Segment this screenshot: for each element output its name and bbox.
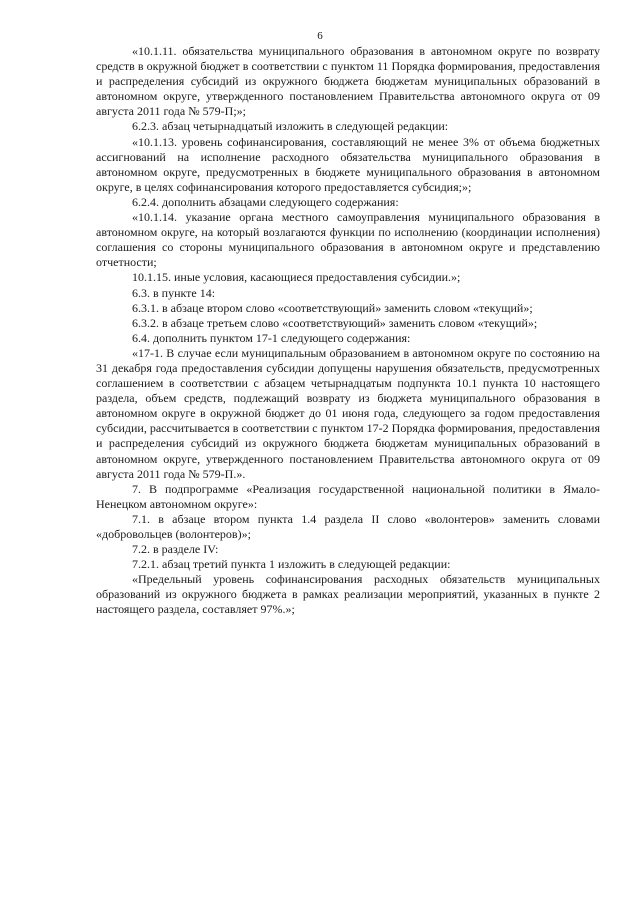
paragraph-7-2: 7.2. в разделе IV: [132,542,219,557]
page-number: 6 [317,30,323,42]
paragraph-7-1: 7.1. в абзаце втором пункта 1.4 раздела II слово «волонтеров» заменить словами «добровольцев (волонтеров)»; [96,511,600,541]
paragraph-6-4: 6.4. дополнить пунктом 17-1 следующего содержания: [132,330,411,345]
paragraph-6-3-1: 6.3.1. в абзаце втором слово «соответствующий» заменить словом «текущий»; [132,300,533,315]
paragraph-7: 7. В подпрограмме «Реализация государственной национальной политики в Ямало-Ненецком автономном округе»: [96,481,600,511]
paragraph-17-1: «17-1. В случае если муниципальным образованием в автономном округе по состоянию на 31 декабря года предоставления субсидии допущены нарушения обязательств, предусмотренных соглашением в соответствии с абзацем четырнадцатым подпункта 10.1 пункта 10 настоящего раздела, объем средств, подлежащий возврату из бюджета муниципального образования в автономном округе в окружной бюджет до 01 июня года, следующего за годом предоставления субсидии, рассчитывается в соответствии с пунктом 17-2 Порядка формирования, предоставления и распределения субсидий из окружного бюджета бюджетам муниципальных образований в автономном округе, утвержденного постановлением Правительства автономного округа от 09 августа 2011 года № 579-П.». [96,345,600,481]
paragraph-7-2-1: 7.2.1. абзац третий пункта 1 изложить в следующей редакции: [132,557,451,572]
paragraph-10-1-13: «10.1.13. уровень софинансирования, составляющий не менее 3% от объема бюджетных ассигнований на исполнение расходного обязательства муниципального образования в автономном округе, предусмотренных в бюджете муниципального образования в автономном округе, в целях софинансирования которого предоставляется субсидия;»; [96,134,600,194]
paragraph-6-2-4: 6.2.4. дополнить абзацами следующего содержания: [132,194,399,209]
paragraph-6-2-3: 6.2.3. абзац четырнадцатый изложить в следующей редакции: [132,119,449,134]
document-body [96,44,600,618]
paragraph-10-1-11: «10.1.11. обязательства муниципального образования в автономном округе по возврату средств в окружной бюджет в соответствии с пунктом 11 Порядка формирования, предоставления и распределения субсидий из окружного бюджета бюджетам муниципальных образований в автономном округе, утвержденного постановлением Правительства автономного округа от 09 августа 2011 года № 579-П;»; [96,44,600,119]
paragraph-10-1-15: 10.1.15. иные условия, касающиеся предоставления субсидии.»; [132,270,461,285]
paragraph-10-1-14: «10.1.14. указание органа местного самоуправления муниципального образования в автономном округе, на который возлагаются функции по исполнению (координации исполнения) соглашения со стороны муниципального образования в автономном округе и представлению отчетности; [96,210,600,270]
paragraph-quote-limit: «Предельный уровень софинансирования расходных обязательств муниципальных образований из окружного бюджета в рамках реализации мероприятий, указанных в пункте 2 настоящего раздела, составляет 97%.»; [96,572,600,617]
paragraph-6-3: 6.3. в пункте 14: [132,285,216,300]
paragraph-6-3-2: 6.3.2. в абзаце третьем слово «соответствующий» заменить словом «текущий»; [132,315,538,330]
